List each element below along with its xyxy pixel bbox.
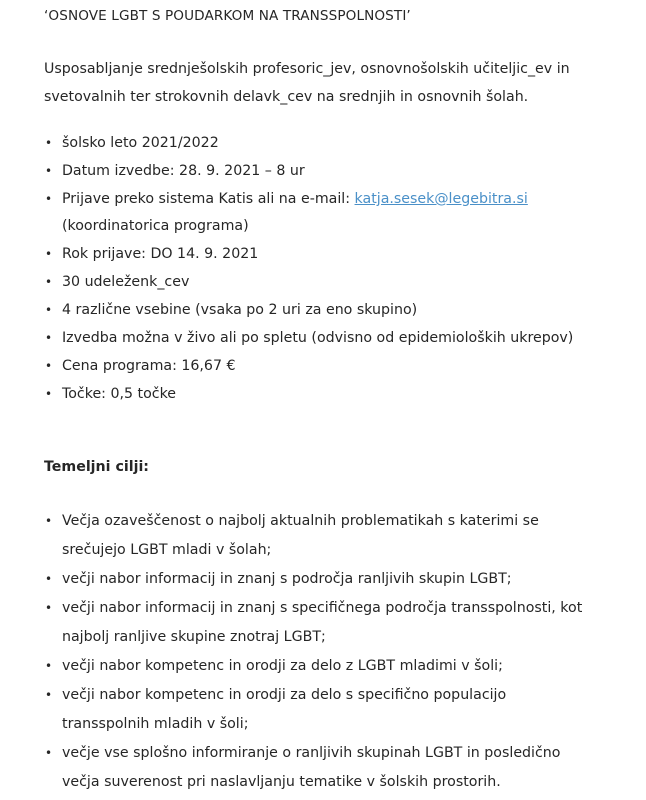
goal-text: večji nabor informacij in znanj s specifičnega področja transspolnosti, kot najbolj ranljive skupine znotraj LGBT; — [62, 600, 583, 645]
bullet-icon: • — [45, 601, 53, 615]
program-info-list — [0, 130, 646, 409]
goal-text: večje vse splošno informiranje o ranljivih skupinah LGBT in posledično večja suverenost pri naslavljanju tematike v šolskih prostorih. — [62, 745, 561, 790]
goal-text: Večja ozaveščenost o najbolj aktualnih problematikah s katerimi se srečujejo LGBT mladi v šolah; — [62, 513, 539, 558]
goals-heading: Temeljni cilji: — [44, 459, 149, 475]
bullet-icon: • — [45, 746, 53, 760]
info-date: Datum izvedbe: 28. 9. 2021 – 8 ur — [62, 163, 305, 179]
intro-paragraph: Usposabljanje srednješolskih profesoric_jev, osnovnošolskih učiteljic_ev in svetovalnih ter strokovnih delavk_cev na srednjih in osnovnih šolah. — [44, 61, 570, 105]
info-deadline: Rok prijave: DO 14. 9. 2021 — [62, 246, 259, 262]
list-item — [0, 241, 592, 268]
bullet-icon: • — [45, 359, 53, 373]
bullet-icon: • — [45, 659, 53, 673]
goal-text: večji nabor kompetenc in orodji za delo s specifično populacijo transspolnih mladih v šoli; — [62, 687, 507, 732]
info-points: Točke: 0,5 točke — [62, 386, 177, 402]
list-item — [0, 739, 592, 797]
list-item — [0, 381, 592, 408]
list-item — [0, 297, 592, 324]
bullet-icon: • — [45, 303, 53, 317]
goal-text: večji nabor kompetenc in orodji za delo z LGBT mladimi v šoli; — [62, 658, 503, 674]
list-item — [0, 565, 592, 594]
list-item — [0, 130, 592, 157]
bullet-icon: • — [45, 331, 53, 345]
email-link[interactable]: katja.sesek@legebitra.si — [354, 191, 528, 207]
bullet-icon: • — [45, 192, 53, 206]
info-school-year: šolsko leto 2021/2022 — [62, 135, 219, 151]
bullet-icon: • — [45, 247, 53, 261]
list-item — [0, 186, 592, 240]
info-delivery: Izvedba možna v živo ali po spletu (odvisno od epidemioloških ukrepov) — [62, 330, 574, 346]
bullet-icon: • — [45, 572, 53, 586]
info-registration-note: (koordinatorica programa) — [62, 218, 249, 234]
bullet-icon: • — [45, 275, 53, 289]
bullet-icon: • — [45, 514, 53, 528]
info-participants: 30 udeleženk_cev — [62, 274, 190, 290]
list-item — [0, 325, 592, 352]
list-item — [0, 269, 592, 296]
goal-text: večji nabor informacij in znanj s področja ranljivih skupin LGBT; — [62, 571, 512, 587]
info-contents: 4 različne vsebine (vsaka po 2 uri za eno skupino) — [62, 302, 418, 318]
list-item — [0, 652, 592, 681]
goals-list — [0, 507, 646, 797]
bullet-icon: • — [45, 136, 53, 150]
list-item — [0, 353, 592, 380]
info-registration-text: Prijave preko sistema Katis ali na e-mail: — [62, 191, 355, 207]
bullet-icon: • — [45, 387, 53, 401]
info-price: Cena programa: 16,67 € — [62, 358, 236, 374]
list-item — [0, 594, 592, 652]
bullet-icon: • — [45, 688, 53, 702]
list-item — [0, 158, 592, 185]
page-title: ‘OSNOVE LGBT S POUDARKOM NA TRANSSPOLNOSTI’ — [44, 8, 411, 24]
list-item — [0, 681, 592, 739]
bullet-icon: • — [45, 164, 53, 178]
list-item — [0, 507, 592, 565]
